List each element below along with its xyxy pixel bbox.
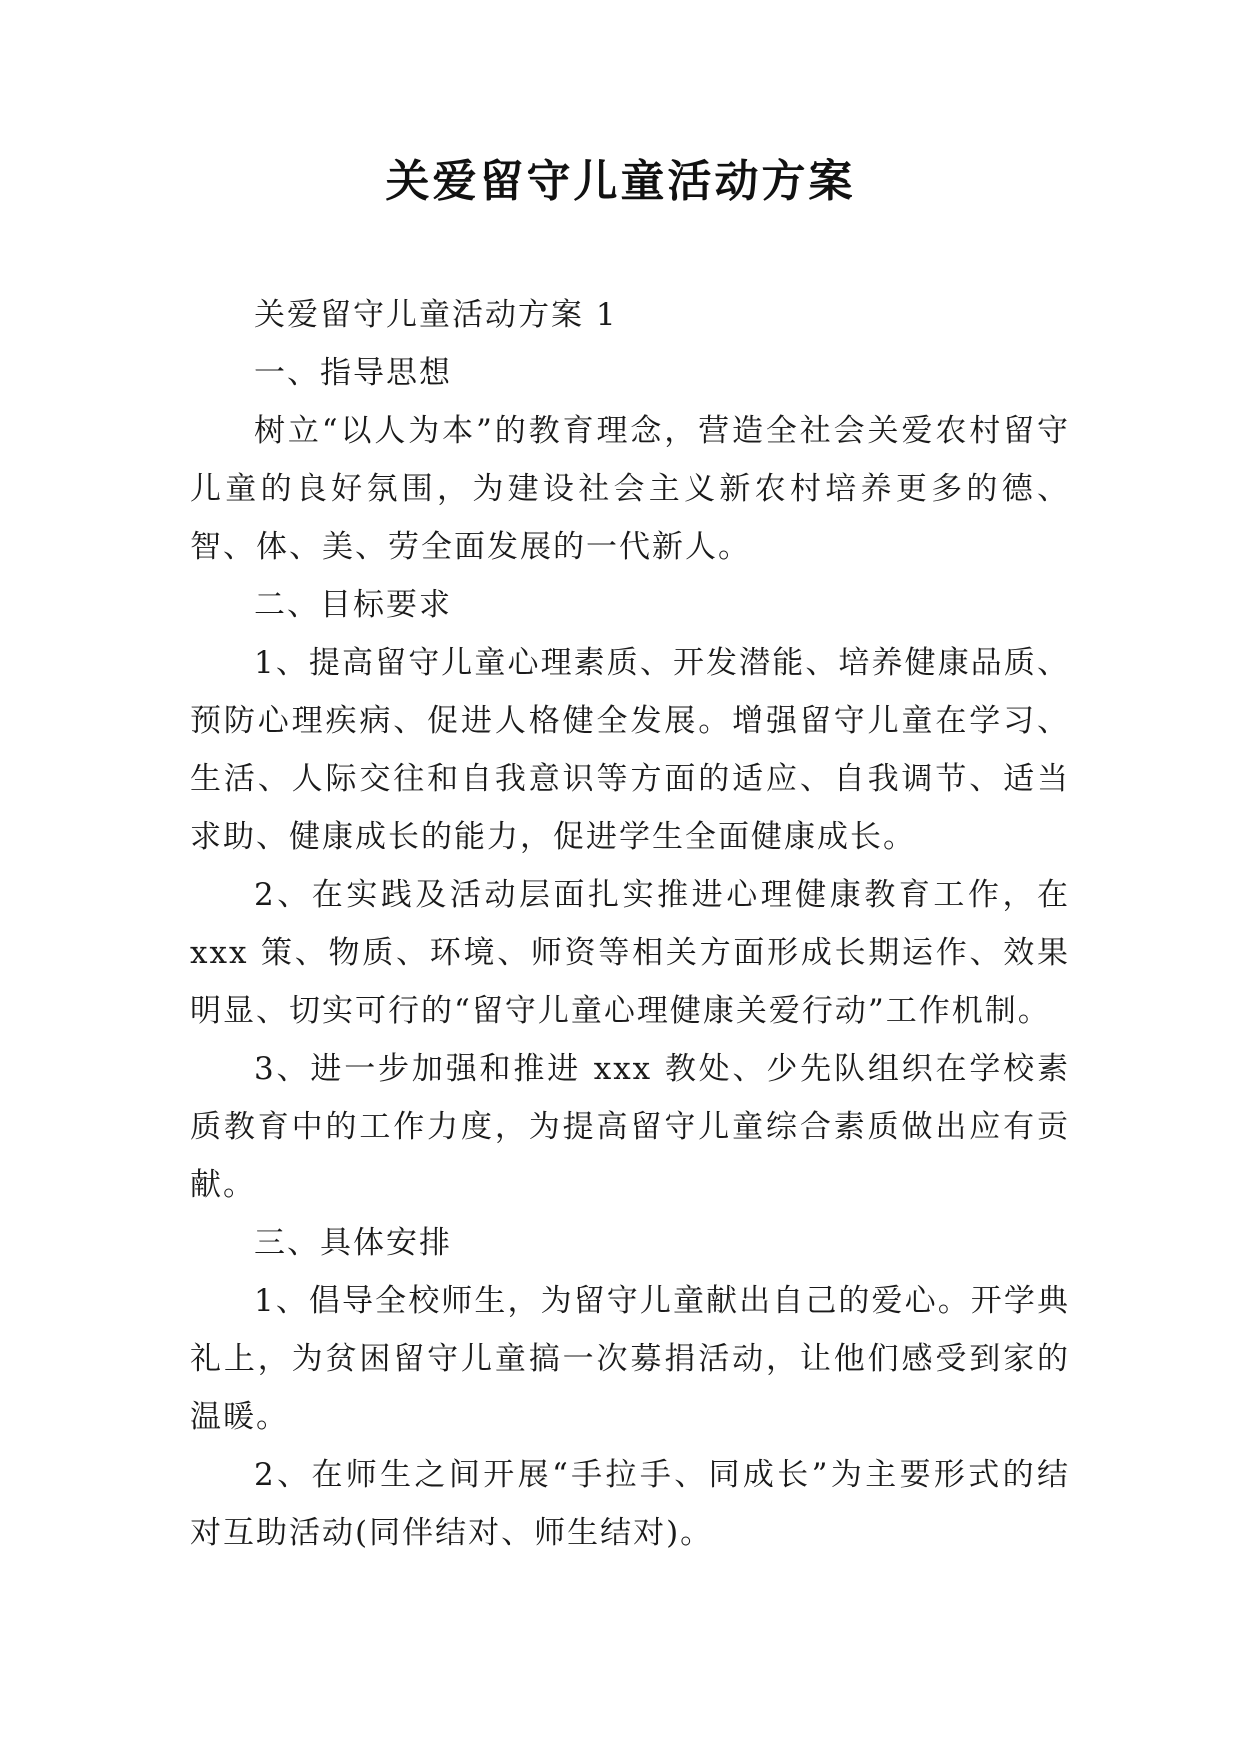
paragraph: 1、提高留守儿童心理素质、开发潜能、培养健康品质、预防心理疾病、促进人格健全发展。增强留守儿童在学习、生活、人际交往和自我意识等方面的适应、自我调节、适当求助、健康成长的能力，促进学生全面健康成长。	[190, 645, 1070, 855]
paragraph: 2、在实践及活动层面扎实推进心理健康教育工作，在 xxx 策、物质、环境、师资等相关方面形成长期运作、效果明显、切实可行的“留守儿童心理健康关爱行动”工作机制。	[190, 877, 1070, 1029]
paragraph: 2、在师生之间开展“手拉手、同成长”为主要形式的结对互助活动(同伴结对、师生结对)。	[190, 1457, 1070, 1551]
paragraph: 3、进一步加强和推进 xxx 教处、少先队组织在学校素质教育中的工作力度，为提高留守儿童综合素质做出应有贡献。	[190, 1051, 1070, 1203]
document-title: 关爱留守儿童活动方案	[385, 156, 856, 207]
paragraph-plan-heading: 关爱留守儿童活动方案 1	[254, 297, 618, 333]
paragraph: 树立“以人为本”的教育理念，营造全社会关爱农村留守儿童的良好氛围，为建设社会主义新农村培养更多的德、智、体、美、劳全面发展的一代新人。	[190, 413, 1070, 565]
section-heading-arrangements: 三、具体安排	[254, 1225, 452, 1261]
section-heading-goals: 二、目标要求	[254, 587, 452, 623]
paragraph: 1、倡导全校师生，为留守儿童献出自己的爱心。开学典礼上，为贫困留守儿童搞一次募捐活动，让他们感受到家的温暖。	[190, 1283, 1070, 1435]
section-heading-guiding-ideology: 一、指导思想	[254, 355, 452, 391]
document-body	[190, 286, 1070, 1562]
